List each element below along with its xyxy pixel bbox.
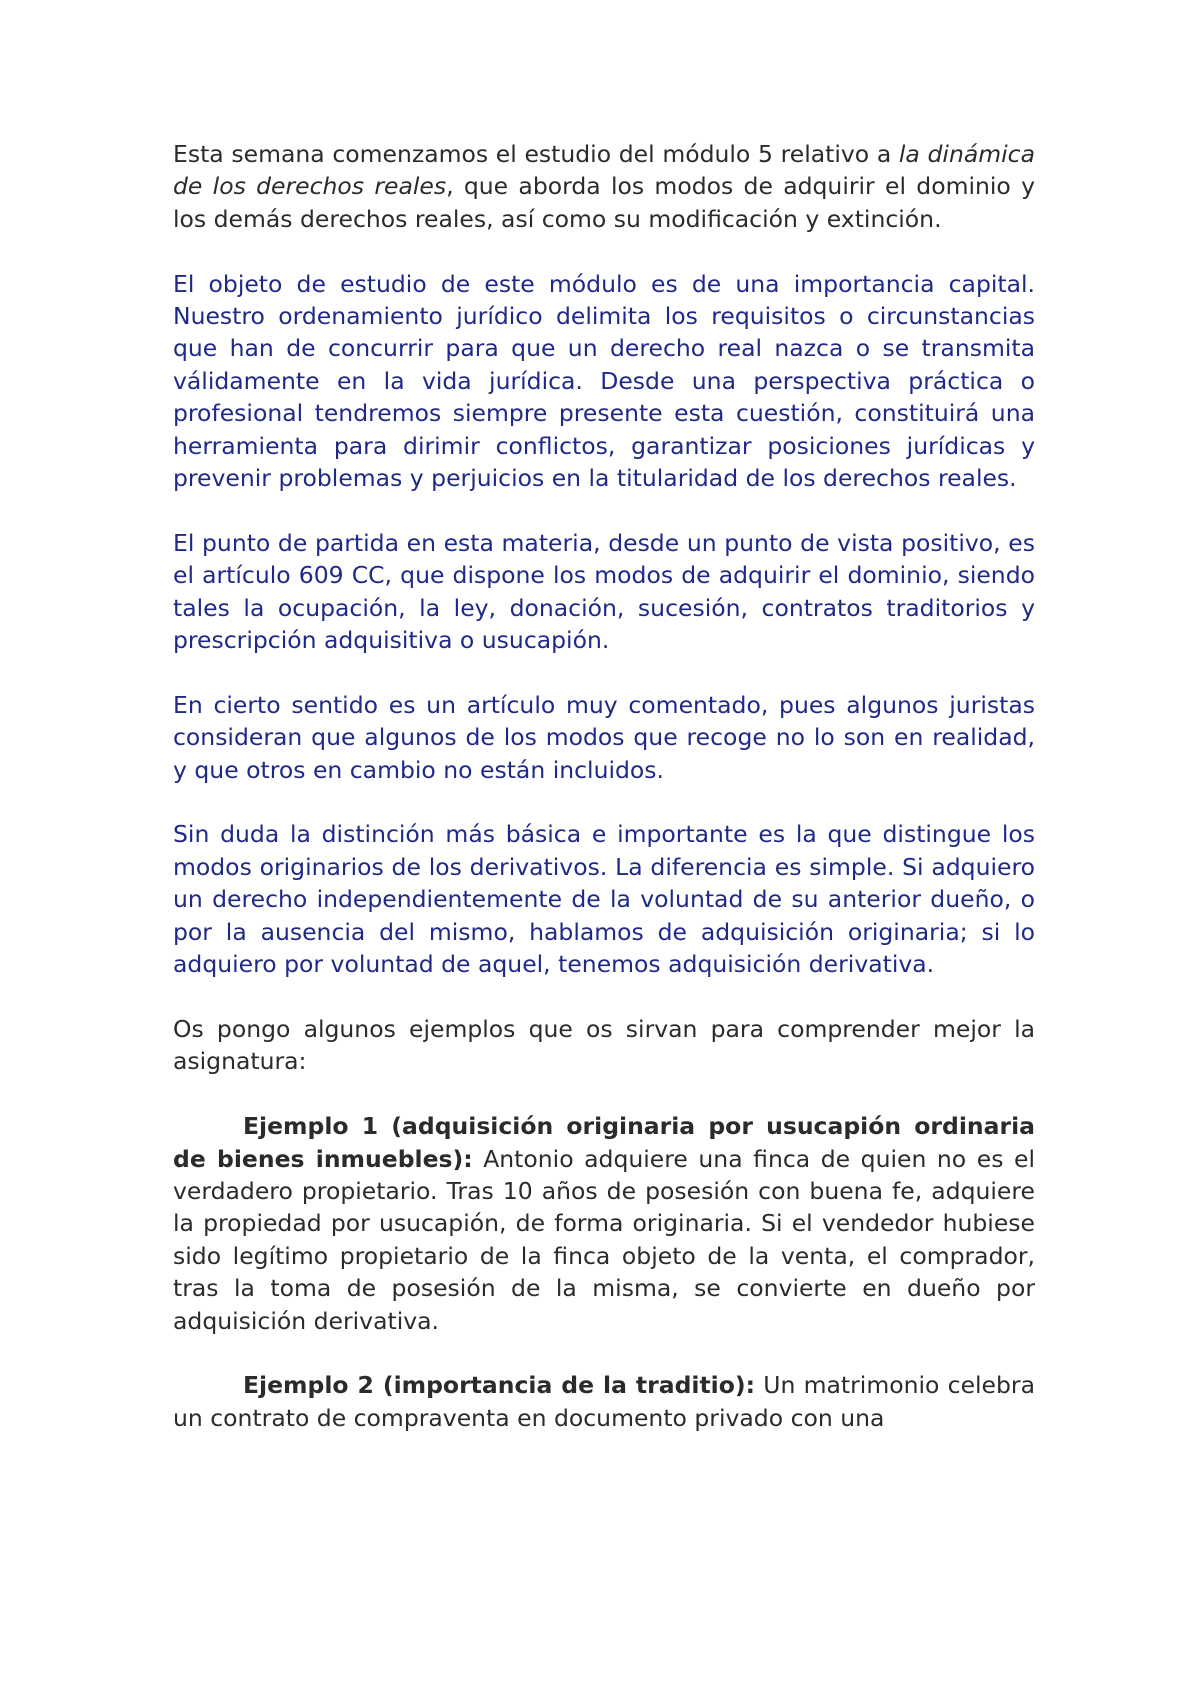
intro-text-end: , que aborda los modos de adquirir el dominio y los demás derechos reales, así como su modificación y extinción. bbox=[173, 172, 1035, 233]
paragraph-example-2 bbox=[173, 1369, 1035, 1434]
paragraph-article-609: El punto de partida en esta materia, desde un punto de vista positivo, es el artículo 609 CC, que dispone los modos de adquirir el dominio, siendo tales la ocupación, la ley, donación, sucesión, contratos traditorios y prescripción adquisitiva o usucapión. bbox=[173, 528, 1035, 655]
paragraph-importance: El objeto de estudio de este módulo es de una importancia capital. Nuestro ordenamiento jurídico delimita los requisitos o circunstancias que han de concurrir para que un derecho real nazca o se transmita válidamente en la vida jurídica. Desde una perspectiva práctica o profesional tendremos siempre presente esta cuestión, constituirá una herramienta para dirimir conflictos, garantizar posiciones jurídicas y prevenir problemas y perjuicios en la titularidad de los derechos reales. bbox=[173, 269, 1035, 493]
document-page bbox=[173, 138, 1035, 1467]
intro-italic-phrase: la dinámica de los derechos reales bbox=[173, 140, 1035, 201]
intro-text-start: Esta semana comenzamos el estudio del módulo 5 relativo a bbox=[173, 140, 899, 168]
paragraph-intro bbox=[173, 138, 1035, 235]
example-2-body: Un matrimonio celebra un contrato de compraventa en documento privado con una bbox=[173, 1371, 1035, 1432]
paragraph-example-1 bbox=[173, 1110, 1035, 1337]
example-1-body: Antonio adquiere una finca de quien no es el verdadero propietario. Tras 10 años de posesión con buena fe, adquiere la propiedad por usucapión, de forma originaria. Si el vendedor hubiese sido legítimo propietario de la finca objeto de la venta, el comprador, tras la toma de posesión de la misma, se convierte en dueño por adquisición derivativa. bbox=[173, 1144, 1035, 1335]
paragraph-commented-article: En cierto sentido es un artículo muy comentado, pues algunos juristas consideran que algunos de los modos que recoge no lo son en realidad, y que otros en cambio no están incluidos. bbox=[173, 690, 1035, 784]
paragraph-examples-intro: Os pongo algunos ejemplos que os sirvan para comprender mejor la asignatura: bbox=[173, 1014, 1035, 1076]
example-2-heading: Ejemplo 2 (importancia de la traditio): bbox=[243, 1371, 756, 1400]
example-1-heading: Ejemplo 1 (adquisición originaria por usucapión ordinaria de bienes inmuebles): bbox=[173, 1112, 1035, 1173]
paragraph-distinction: Sin duda la distinción más básica e importante es la que distingue los modos originarios de los derivativos. La diferencia es simple. Si adquiero un derecho independientemente de la voluntad de su anterior dueño, o por la ausencia del mismo, hablamos de adquisición originaria; si lo adquiero por voluntad de aquel, tenemos adquisición derivativa. bbox=[173, 820, 1035, 979]
